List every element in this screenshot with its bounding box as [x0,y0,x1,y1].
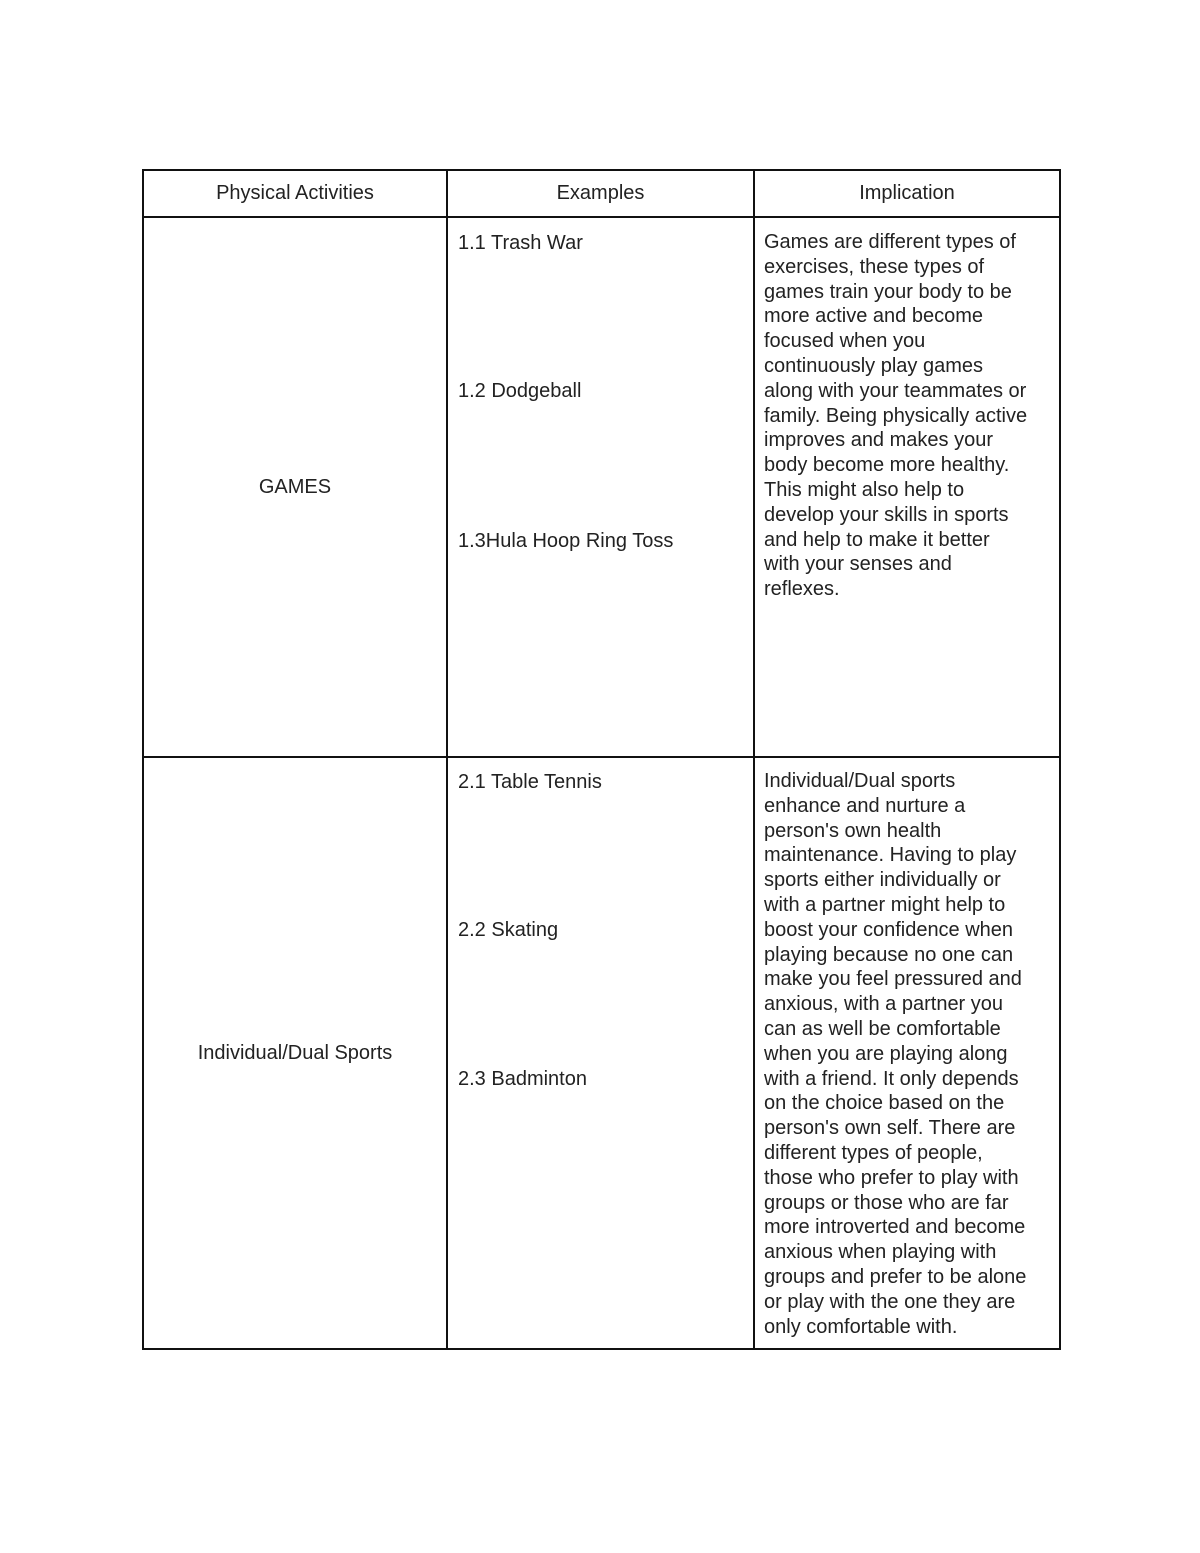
activities-table [142,169,1061,1350]
text-line: sports either individually or [764,869,1001,892]
text-line: person's own self. There are [764,1117,1016,1140]
example-item: 2.1 Table Tennis [458,771,602,793]
text-line: develop your skills in sports [764,503,1009,526]
text-line: focused when you [764,330,926,353]
implication-individual-dual-sports [764,769,1054,1339]
example-item: 1.3Hula Hoop Ring Toss [458,530,674,552]
text-line: anxious, with a partner you [764,993,1004,1016]
implication-games [764,230,1054,602]
text-line: games train your body to be [764,280,1012,303]
header-physical-activities: Physical Activities [216,182,374,204]
category-individual-dual-sports: Individual/Dual Sports [197,1041,393,1064]
text-line: family. Being physically active [764,404,1028,427]
header-implication: Implication [859,182,955,204]
text-line: groups or those who are far [764,1191,1009,1214]
text-line: along with your teammates or [764,379,1027,402]
text-line: can as well be comfortable [764,1017,1001,1040]
text-line: Games are different types of [764,231,1016,253]
text-line: only comfortable with. [764,1315,958,1338]
category-games: GAMES [258,475,332,498]
text-line: more active and become [764,305,984,328]
text-line: make you feel pressured and [764,968,1022,991]
text-line: improves and makes your [764,429,993,452]
column-divider [753,171,755,1348]
text-line: with a friend. It only depends [764,1067,1019,1090]
text-line: on the choice based on the [764,1092,1005,1115]
text-line: continuously play games [764,354,984,377]
text-line: enhance and nurture a [764,794,966,817]
example-item: 2.2 Skating [458,919,559,941]
text-line: boost your confidence when [764,918,1014,941]
text-line: playing because no one can [764,943,1014,966]
text-line: Individual/Dual sports [764,770,956,792]
text-line: or play with the one they are [764,1290,1016,1313]
text-line: those who prefer to play with [764,1166,1019,1189]
text-line: maintenance. Having to play [764,844,1017,867]
text-line: more introverted and become [764,1216,1026,1239]
text-line: different types of people, [764,1141,983,1164]
text-line: with your senses and [764,553,952,576]
text-line: person's own health [764,819,942,842]
example-item: 2.3 Badminton [458,1068,587,1090]
header-examples: Examples [556,182,645,204]
text-line: exercises, these types of [764,255,985,278]
text-line: This might also help to [764,478,965,501]
text-line: and help to make it better [764,528,990,551]
text-line: anxious when playing with [764,1241,997,1264]
example-item: 1.1 Trash War [458,232,583,254]
text-line: with a partner might help to [764,893,1006,916]
text-line: when you are playing along [764,1042,1008,1065]
text-line: groups and prefer to be alone [764,1265,1027,1288]
column-divider [446,171,448,1348]
text-line: body become more healthy. [764,454,1010,477]
example-item: 1.2 Dodgeball [458,380,582,402]
text-line: reflexes. [764,578,840,601]
